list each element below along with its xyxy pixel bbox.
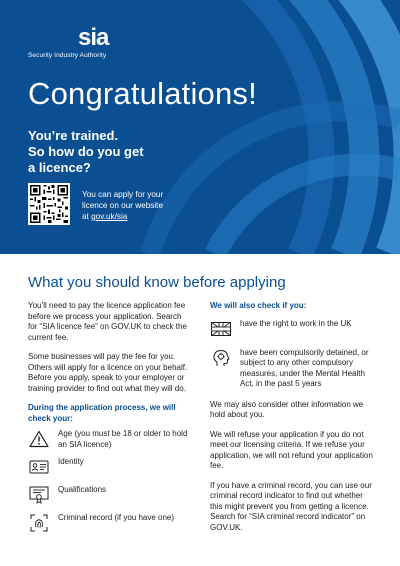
check-heading: During the application process, we will check your: <box>28 403 176 423</box>
apply-line <box>82 211 202 222</box>
check-item-text: have the right to work in the UK <box>240 318 352 328</box>
check-item-text: Age (you must be 18 or older to hold an SIA licence) <box>58 429 188 449</box>
subtitle-line: So how do you get <box>28 144 144 159</box>
logo-text: Security Industry Authority <box>28 52 107 59</box>
check-item-criminal-record <box>28 513 190 533</box>
apply-line: You can apply for your <box>82 190 164 199</box>
other-info-paragraph: We may also consider other information we hold about you. <box>210 399 364 419</box>
subtitle-line: You’re trained. <box>28 128 119 143</box>
right-column <box>210 301 375 542</box>
section-heading: What you should know before applying <box>28 274 286 291</box>
qr-code-icon <box>28 183 70 225</box>
apply-line: licence on our website <box>82 201 164 210</box>
also-check-heading: We will also check if you: <box>210 301 307 310</box>
warning-icon <box>28 429 50 449</box>
page-title: Congratulations! <box>28 76 257 111</box>
id-card-icon <box>28 457 50 477</box>
check-item-text: Identity <box>58 457 84 466</box>
apply-info <box>82 189 202 222</box>
apply-prefix: at <box>82 212 92 221</box>
sia-logo <box>28 24 109 59</box>
check-item-age <box>28 429 190 450</box>
head-mind-icon <box>210 348 232 368</box>
logo-mark: sia <box>78 24 109 51</box>
uk-flag-icon <box>210 319 232 339</box>
check-item-identity <box>28 457 190 477</box>
fingerprint-icon <box>28 513 50 533</box>
subtitle-line: a licence? <box>28 160 91 175</box>
website-link[interactable]: gov.uk/sia <box>91 212 128 221</box>
check-item-text: Qualifications <box>58 485 107 494</box>
also-check-right-to-work <box>210 319 375 339</box>
check-item-qualifications <box>28 485 190 505</box>
hero-banner <box>0 0 400 254</box>
check-item-text: Criminal record (if you have one) <box>58 513 175 522</box>
left-column <box>28 301 190 533</box>
hero-subtitle <box>28 128 248 176</box>
check-item-text: have been compulsorily detained, or subject to any other compulsory measures, under the Mental Health Act, in the past 5 years <box>240 347 369 388</box>
fee-paragraph: You’ll need to pay the licence application fee before we process your application. Search for “SIA licence fee” on GOV.UK to check the current fee. <box>28 301 187 342</box>
employer-paragraph: Some businesses will pay the fee for you. Others will apply for a licence on your behalf. Before you apply, speak to your employer or training provider to find out what they will do. <box>28 352 188 393</box>
refuse-paragraph: We will refuse your application if you do not meet our licensing criteria. If we refuse your application, we will not refund your application fee. <box>210 429 373 470</box>
certificate-icon <box>28 485 50 505</box>
criminal-record-paragraph: If you have a criminal record, you can use our criminal record indicator to find out whether this might prevent you from getting a licence. Search for “SIA criminal record indicator” on GOV.UK. <box>210 480 372 532</box>
also-check-mental-health <box>210 348 375 390</box>
